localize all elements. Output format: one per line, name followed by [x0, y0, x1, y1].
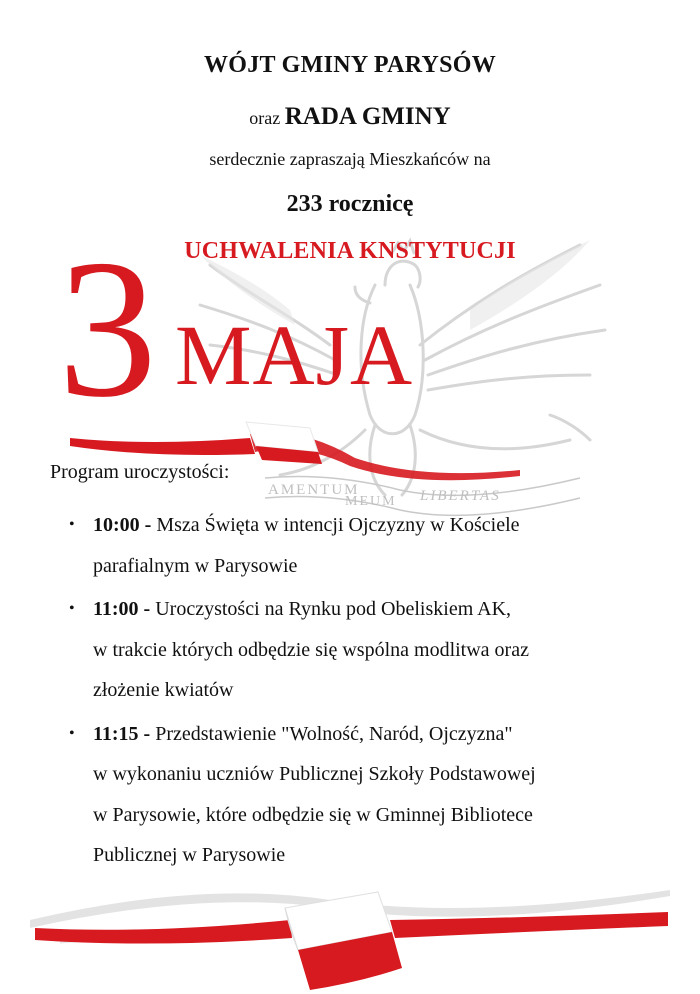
program-text: Przedstawienie "Wolność, Naród, Ojczyzna"	[155, 722, 513, 745]
header-event-name: UCHWALENIA KNSTYTUCJI	[184, 238, 516, 264]
list-item	[69, 714, 673, 876]
program-text: w trakcie których odbędzie się wspólna modlitwa oraz	[93, 638, 529, 661]
logo-word: MAJA	[175, 307, 414, 403]
program-time: 11:00 -	[93, 598, 151, 620]
header-subtitle	[0, 103, 700, 131]
header-subtitle-bold: RADA GMINY	[284, 103, 451, 130]
program-time: 10:00 -	[93, 514, 152, 536]
program-heading: Program uroczystości:	[50, 461, 230, 483]
header-title: WÓJT GMINY PARYSÓW	[203, 52, 497, 78]
eagle-motto-word3: LIBERTAS	[420, 488, 501, 504]
list-item	[69, 505, 673, 586]
eagle-motto-word2: MEUM	[345, 494, 397, 509]
program-text: Msza Święta w intencji Ojczyzny w Kościele	[156, 514, 520, 536]
header-invitation: serdecznie zapraszają Mieszkańców na	[209, 149, 491, 169]
program-time: 11:15 -	[93, 722, 151, 745]
program-text: w wykonaniu uczniów Publicznej Szkoły Podstawowej	[93, 763, 536, 785]
bullet-icon: •	[69, 600, 75, 617]
program-list	[69, 505, 673, 879]
logo-number: 3	[58, 219, 157, 438]
list-item	[69, 589, 673, 711]
program-text: parafialnym w Parysowie	[93, 554, 298, 577]
flag-ribbon-bottom-icon	[0, 860, 700, 994]
header-anniversary: 233 rocznicę	[286, 191, 414, 217]
header-subtitle-prefix: oraz	[249, 108, 281, 128]
program-text: w Parysowie, które odbędzie się w Gminnej Bibliotece	[93, 803, 533, 826]
program-text: Publicznej w Parysowie	[93, 844, 286, 866]
program-text: złożenie kwiatów	[93, 679, 234, 701]
bullet-icon: •	[69, 724, 75, 742]
program-text: Uroczystości na Rynku pod Obeliskiem AK,	[155, 598, 512, 620]
eagle-motto-word1: AMENTUM	[268, 482, 360, 498]
bullet-icon: •	[69, 516, 75, 533]
